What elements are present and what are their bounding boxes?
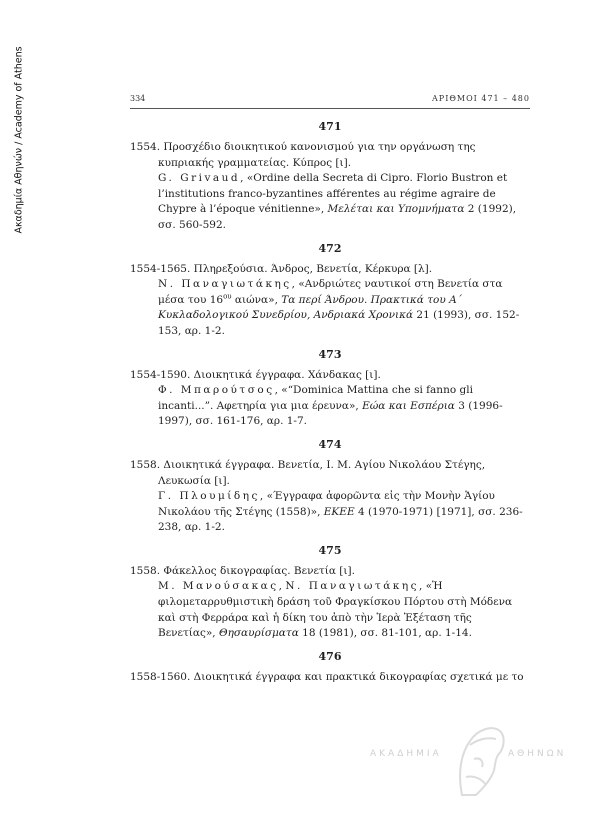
publication-title: ΕΚΕΕ [323, 505, 355, 518]
archive-sidebar [7, 40, 31, 240]
author-name: G. Grivaud [158, 172, 241, 185]
athena-head-watermark-icon [452, 715, 508, 803]
archive-label: Ακαδημία Αθηνών / Academy of Athens [13, 46, 25, 234]
author-name: Φ. Μπαρούτσος [158, 384, 275, 397]
entry-heading: 1554. Προσχέδιο διοικητικού κανονισμού για την οργάνωση της κυπριακής γραμματείας. Κύπρος [ι]. [130, 141, 476, 169]
entry-heading: 1554-1590. Διοικητικά έγγραφα. Χάνδακας [ι]. [130, 368, 381, 381]
publication-title: Θησαυρίσματα [218, 627, 299, 640]
entry [130, 368, 530, 430]
entry-reference: Μ. Μανούσακας, Ν. Παναγιωτάκης, «Ἡ φιλομεταρρυθμιστικὴ δράση τοῦ Φραγκίσκου Πόρτου στὴ Μόδενα καὶ στὴ Φερράρα καὶ ἡ δίκη του ἀπὸ τὴν Ἱερὰ Ἐξέταση τῆς Βενετίας», Θησαυρίσματα 18 (1981), σσ. 81-101, αρ. 1-14. [158, 580, 513, 640]
document-body [130, 120, 530, 693]
running-title: ΑΡΙΘΜΟΙ 471 – 480 [432, 94, 530, 103]
entry [130, 564, 530, 642]
entry-heading: 1558. Διοικητικά έγγραφα. Βενετία, Ι. Μ. Αγίου Νικολάου Στέγης, Λευκωσία [ι]. [130, 458, 486, 487]
entry-heading: 1554-1565. Πληρεξούσια. Άνδρος, Βενετία, Κέρκυρα [λ]. [130, 262, 433, 275]
entry [130, 458, 530, 536]
entry [130, 140, 530, 234]
academy-watermark [370, 715, 570, 805]
page-number: 334 [130, 94, 146, 103]
watermark-text-left: ΑΚΑΔΗΜΙΑ [370, 749, 442, 759]
section-number: 476 [318, 649, 342, 663]
publication-title: Μελέται και Υπομνήματα [327, 203, 465, 216]
entry-heading: 1558-1560. Διοικητικά έγγραφα και πρακτικά δικογραφίας σχετικά με το [130, 670, 524, 683]
author-name: Γ. Πλουμίδης [158, 490, 260, 503]
section-number: 473 [318, 347, 342, 361]
section-number: 474 [318, 437, 342, 451]
author-name: Μ. Μανούσακας [158, 580, 279, 593]
author-name: Ν. Παναγιωτάκης [285, 580, 420, 593]
author-name: Ν. Παναγιωτάκης [158, 278, 292, 291]
header-rule [130, 108, 530, 109]
watermark-text-right: ΑΘΗΝΩΝ [508, 749, 567, 759]
section-number: 472 [318, 241, 342, 255]
superscript: ου [223, 292, 232, 301]
entry-reference: G. Grivaud, «Ordine della Secreta di Cipro. Florio Bustron et l’institutions franco-byzantines afférentes au régime agraire de Chypre à l’époque vénitienne», Μελέται και Υπομνήματα 2 (1992), σσ. 560-592. [158, 172, 517, 231]
entry [130, 262, 530, 340]
running-head [130, 94, 530, 108]
publication-title: Τα περί Άνδρου. Πρακτικά του Α΄ Κυκλαδολογικού Συνεδρίου, Ανδριακά Χρονικά [158, 293, 462, 322]
section-number: 475 [318, 543, 342, 557]
entry-heading: 1558. Φάκελλος δικογραφίας. Βενετία [ι]. [130, 564, 355, 577]
entry-reference: Φ. Μπαρούτσος, «“Dominica Mattina che si fanno gli incanti...”. Αφετηρία για μια έρευνα», Εώα και Εσπέρια 3 (1996-1997), σσ. 161-176, αρ. 1-7. [158, 384, 503, 428]
entry-reference: Ν. Παναγιωτάκης, «Ανδριώτες ναυτικοί στη Βενετία στα μέσα του $16^{o\upsilon}$ αιώνα», Τα περί Άνδρου. Πρακτικά του Α΄ Κυκλαδολογικού Συνεδρίου, Ανδριακά Χρονικά 21 (1993), σσ. 152-153, αρ. 1-2. [158, 278, 520, 337]
publication-title: Εώα και Εσπέρια [362, 399, 455, 412]
entry-reference: Γ. Πλουμίδης, «Έγγραφα ἀφορῶντα εἰς τὴν Μονὴν Ἁγίου Νικολάου τῆς Στέγης (1558)», ΕΚΕΕ 4 (1970-1971) [1971], σσ. 236-238, αρ. 1-2. [158, 490, 523, 534]
entry [130, 670, 530, 686]
section-number: 471 [318, 120, 342, 133]
